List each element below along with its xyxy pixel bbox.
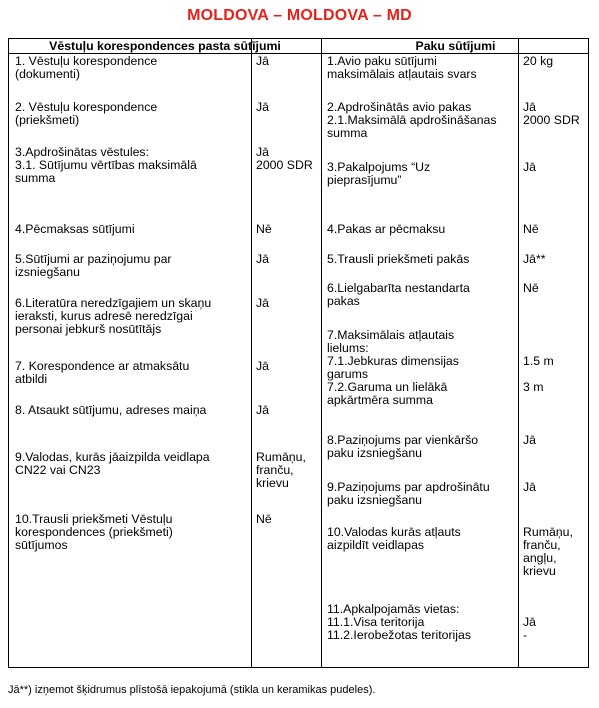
left-value-divider — [251, 39, 252, 667]
left-item-9: 9.Valodas, kurās jāaizpilda veidlapa CN22 vai CN23 — [15, 450, 210, 477]
right-item-10: 10.Valodas kurās atļauts aizpildīt veidlapas — [327, 525, 461, 552]
left-value-4: Nē — [256, 222, 272, 236]
right-item-2: 2.Apdrošinātās avio pakas 2.1.Maksimālā apdrošināšanas summa — [327, 100, 497, 140]
left-header: Vēstuļu korespondences pasta sūtījumi — [49, 39, 281, 53]
right-value-5: Jā** — [523, 252, 546, 266]
right-item-8: 8.Paziņojums par vienkāršo paku izsniegšanu — [327, 433, 479, 460]
right-value-9: Jā — [523, 480, 536, 494]
left-item-2: 2. Vēstuļu korespondence (priekšmeti) — [15, 100, 158, 127]
right-value-2: Jā 2000 SDR — [523, 100, 580, 127]
left-value-8: Jā — [256, 403, 269, 417]
left-item-4: 4.Pēcmaksas sūtījumi — [15, 222, 135, 236]
left-value-1: Jā — [256, 54, 269, 68]
right-value-3: Jā — [523, 160, 536, 174]
left-item-10: 10.Trausli priekšmeti Vēstuļu korespondences (priekšmeti) sūtījumos — [15, 512, 173, 552]
left-value-10: Nē — [256, 512, 272, 526]
right-value-8: Jā — [523, 433, 536, 447]
left-value-5: Jā — [256, 252, 269, 266]
left-value-3: Jā 2000 SDR — [256, 145, 313, 172]
right-item-3: 3.Pakalpojums “Uz pieprasījumu” — [327, 160, 431, 187]
left-item-1: 1. Vēstuļu korespondence (dokumenti) — [15, 54, 158, 81]
right-item-4: 4.Pakas ar pēcmaksu — [327, 222, 446, 236]
left-item-5: 5.Sūtījumi ar paziņojumu par izsniegšanu — [15, 252, 172, 279]
left-value-9: Rumāņu, franču, krievu — [256, 450, 306, 490]
footnote: Jā**) izņemot šķidrumus plīstošā iepakojumā (stikla un keramikas pudeles). — [8, 684, 376, 696]
right-item-5: 5.Trausli priekšmeti pakās — [327, 252, 470, 266]
center-divider — [321, 39, 322, 667]
right-value-11: Jā - — [523, 615, 536, 642]
right-header: Paku sūtījumi — [415, 39, 496, 53]
right-value-10: Rumāņu, franču, angļu, krievu — [523, 525, 573, 578]
right-value-1: 20 kg — [523, 54, 554, 68]
right-item-9: 9.Paziņojums par apdrošinātu paku izsniegšanu — [327, 480, 490, 507]
left-value-2: Jā — [256, 100, 269, 114]
left-item-3: 3.Apdrošinātas vēstules: 3.1. Sūtījumu vērtības maksimālā summa — [15, 145, 197, 185]
left-value-6: Jā — [256, 296, 269, 310]
right-value-divider — [518, 39, 519, 667]
services-table — [8, 38, 589, 668]
left-item-7: 7. Korespondence ar atmaksātu atbildi — [15, 359, 190, 386]
left-item-8: 8. Atsaukt sūtījumu, adreses maiņa — [15, 403, 207, 417]
left-item-6: 6.Literatūra neredzīgajiem un skaņu ieraksti, kurus adresē neredzīgai personai jebkurš nosūtītājs — [15, 296, 212, 336]
right-item-1: 1.Avio paku sūtījumi maksimālais atļautais svars — [327, 54, 477, 81]
right-value-6: Nē — [523, 281, 539, 295]
right-item-7: 7.Maksimālais atļautais lielums: 7.1.Jebkuras dimensijas garums 7.2.Garuma un lielākā apkārtmēra summa — [327, 328, 459, 407]
right-item-6: 6.Lielgabarīta nestandarta pakas — [327, 281, 470, 308]
left-value-7: Jā — [256, 359, 269, 373]
page-title: MOLDOVA – MOLDOVA – MD — [187, 7, 412, 24]
right-value-7: 1.5 m 3 m — [523, 354, 554, 394]
right-item-11: 11.Apkalpojamās vietas: 11.1.Visa teritorija 11.2.Ierobežotas teritorijas — [327, 602, 471, 642]
right-value-4: Nē — [523, 222, 539, 236]
